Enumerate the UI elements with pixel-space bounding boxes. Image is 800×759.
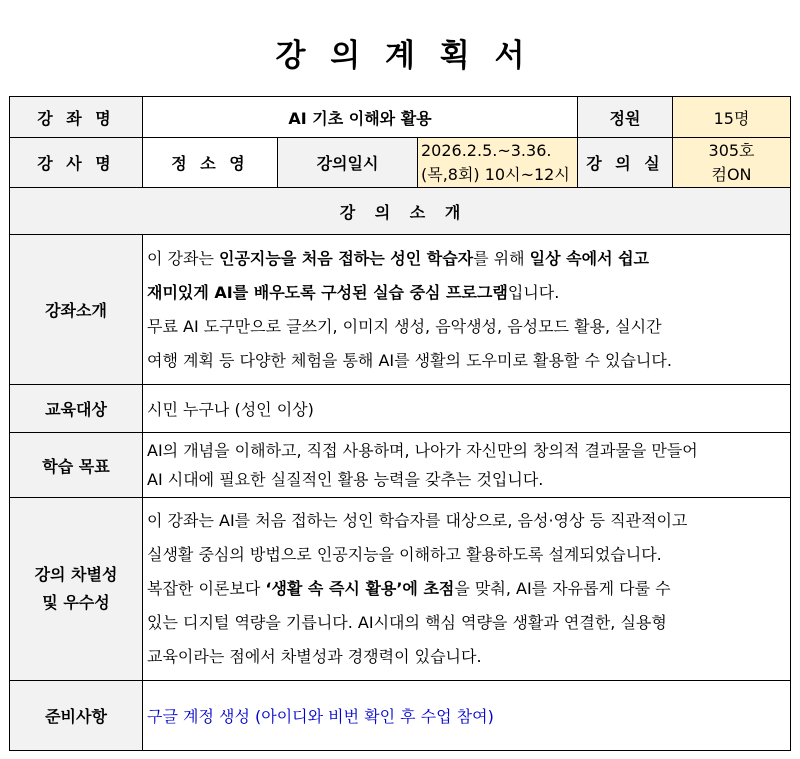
course-name-row — [10, 97, 791, 138]
instructor-value: 정 소 영 — [143, 138, 278, 188]
schedule-value — [418, 138, 578, 188]
strengths-text — [143, 498, 791, 681]
intro-section-title: 강 의 소 개 — [10, 188, 791, 235]
strengths-label-line-2: 및 우수성 — [42, 593, 110, 612]
capacity-label: 정원 — [578, 97, 673, 138]
strengths-label-line-1: 강의 차별성 — [34, 565, 118, 584]
strengths-line-2: 실생활 중심의 방법으로 인공지능을 이해하고 활용하도록 설계되었습니다. — [147, 545, 662, 564]
room-value — [673, 138, 791, 188]
preparation-value: 구글 계정 생성 (아이디와 비번 확인 후 수업 참여) — [143, 681, 791, 751]
course-intro-line-4: 여행 계획 등 다양한 체험을 통해 AI를 생활의 도우미로 활용할 수 있습니다. — [147, 350, 672, 370]
course-intro-row — [10, 235, 791, 385]
capacity-value: 15명 — [673, 97, 791, 138]
strengths-label — [10, 498, 143, 681]
course-intro-line-1: 이 강좌는 인공지능을 처음 접하는 성인 학습자를 위해 일상 속에서 쉽고 — [147, 248, 650, 268]
schedule-times: (목,8회) 10시~12시 — [421, 164, 570, 184]
room-number: 305호 — [708, 140, 755, 160]
target-row — [10, 385, 791, 433]
preparation-row — [10, 681, 791, 751]
preparation-label: 준비사항 — [10, 681, 143, 751]
strengths-row — [10, 498, 791, 681]
target-label: 교육대상 — [10, 385, 143, 433]
room-name: 컴ON — [711, 164, 752, 184]
goals-line-2: AI 시대에 필요한 실질적인 활용 능력을 갖추는 것입니다. — [147, 470, 544, 489]
goals-text — [143, 433, 791, 498]
course-intro-label: 강좌소개 — [10, 235, 143, 385]
instructor-row — [10, 138, 791, 188]
course-intro-line-3: 무료 AI 도구만으로 글쓰기, 이미지 생성, 음악생성, 음성모드 활용, 실시간 — [147, 316, 662, 336]
instructor-label: 강 사 명 — [10, 138, 143, 188]
course-intro-text — [143, 235, 791, 385]
course-name-value: AI 기초 이해와 활용 — [143, 97, 578, 138]
strengths-line-3: 복잡한 이론보다 ‘생활 속 즉시 활용’에 초점을 맞춰, AI를 자유롭게 다룰 수 — [147, 579, 671, 598]
strengths-line-4: 있는 디지털 역량을 기릅니다. AI시대의 핵심 역량을 생활과 연결한, 실용형 — [147, 613, 667, 632]
course-intro-line-2: 재미있게 AI를 배우도록 구성된 실습 중심 프로그램입니다. — [147, 282, 560, 302]
schedule-label: 강의일시 — [278, 138, 418, 188]
goals-label: 학습 목표 — [10, 433, 143, 498]
goals-row — [10, 433, 791, 498]
intro-section-row — [10, 188, 791, 235]
strengths-line-5: 교육이라는 점에서 차별성과 경쟁력이 있습니다. — [147, 647, 482, 666]
course-name-label: 강 좌 명 — [10, 97, 143, 138]
document-title: 강 의 계 획 서 — [275, 38, 525, 74]
schedule-dates: 2026.2.5.~3.36. — [421, 140, 552, 160]
lecture-plan-table — [9, 96, 791, 751]
target-value: 시민 누구나 (성인 이상) — [143, 385, 791, 433]
goals-line-1: AI의 개념을 이해하고, 직접 사용하며, 나아가 자신만의 창의적 결과물을 만들어 — [147, 441, 698, 460]
room-label: 강 의 실 — [578, 138, 673, 188]
strengths-line-1: 이 강좌는 AI를 처음 접하는 성인 학습자를 대상으로, 음성·영상 등 직관적이고 — [147, 511, 688, 530]
